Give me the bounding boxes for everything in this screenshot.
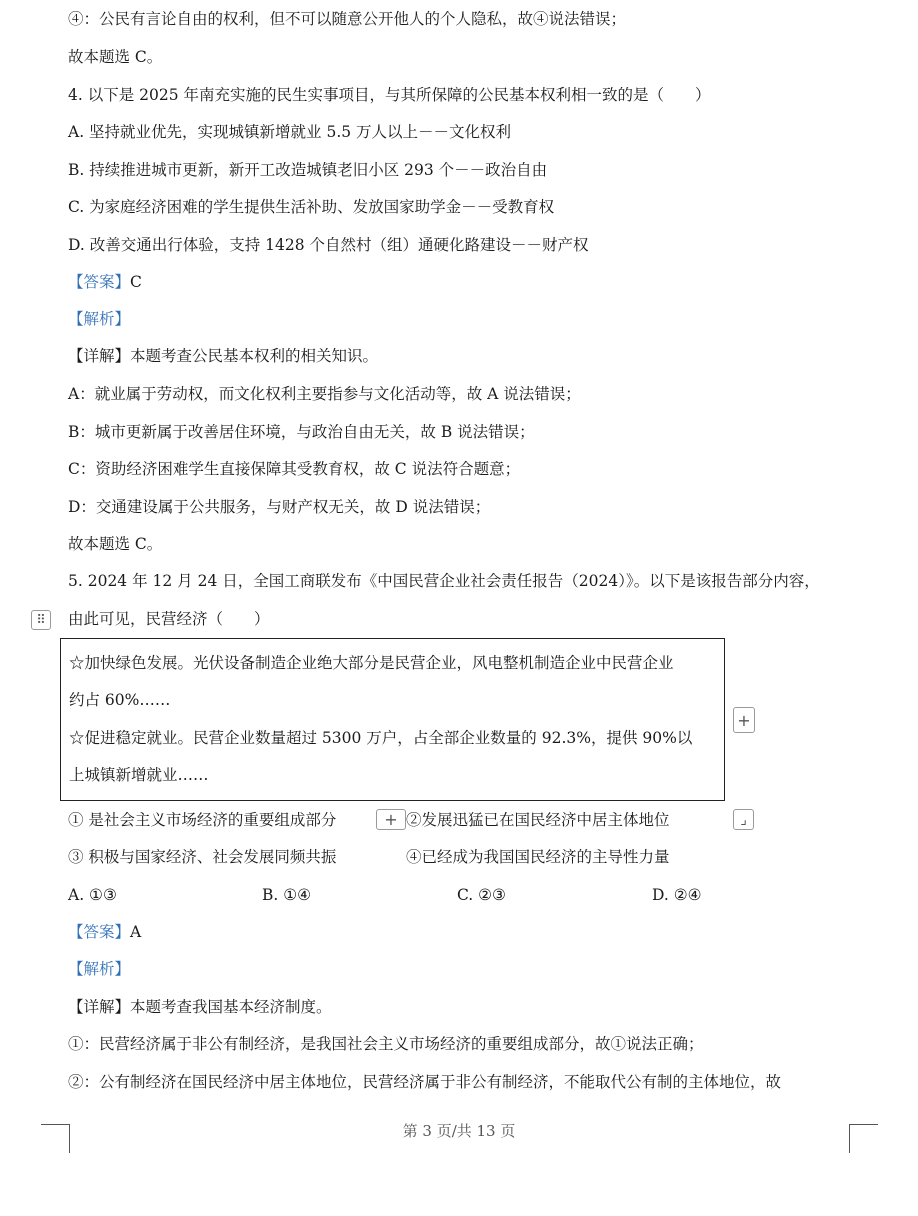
q5-choice-b: B. ①④ — [262, 886, 312, 904]
q5-statement-1: ① 是社会主义市场经济的重要组成部分 — [68, 811, 337, 829]
q4-explain-d: D：交通建设属于公共服务，与财产权无关，故 D 说法错误； — [68, 498, 491, 516]
detail-label: 【详解】 — [68, 998, 131, 1016]
q4-explain-c: C：资助经济困难学生直接保障其受教育权，故 C 说法符合题意； — [68, 460, 521, 478]
q4-option-d: D. 改善交通出行体验，支持 1428 个自然村（组）通硬化路建设－－财产权 — [68, 236, 589, 254]
report-item-green-line2: 约占 60%…… — [69, 691, 171, 709]
report-item-green-line1: ☆加快绿色发展。光伏设备制造企业绝大部分是民营企业，风电整机制造企业中民营企业 — [69, 654, 674, 672]
q5-choice-c: C. ②③ — [457, 886, 506, 904]
q4-explain-b: B：城市更新属于改善居住环境，与政治自由无关，故 B 说法错误； — [68, 423, 535, 441]
q5-choice-d: D. ②④ — [652, 886, 702, 904]
q4-conclusion: 故本题选 C。 — [68, 535, 163, 553]
q5-choice-a: A. ①③ — [68, 886, 117, 904]
add-column-icon[interactable]: + — [733, 707, 755, 733]
q4-analysis-label: 【解析】 — [68, 310, 131, 328]
report-excerpt-box — [60, 638, 725, 801]
q4-explain-a: A：就业属于劳动权，而文化权利主要指参与文化活动等，故 A 说法错误； — [68, 385, 581, 403]
q5-explain-2: ②：公有制经济在国民经济中居主体地位，民营经济属于非公有制经济，不能取代公有制的主体地位，故 — [68, 1073, 782, 1091]
table-move-handle-icon[interactable]: ⠿ — [31, 610, 51, 630]
report-item-jobs-line1: ☆促进稳定就业。民营企业数量超过 5300 万户，占全部企业数量的 92.3%，提供 90%以 — [69, 729, 693, 747]
answer-value: A — [130, 923, 142, 941]
q4-option-a: A. 坚持就业优先，实现城镇新增就业 5.5 万人以上－－文化权利 — [68, 123, 512, 141]
q5-stem-line2: 由此可见，民营经济（ ） — [68, 610, 270, 628]
q5-statement-2: ②发展迅猛已在国民经济中居主体地位 — [406, 811, 670, 829]
q5-stem-line1: 5. 2024 年 12 月 24 日，全国工商联发布《中国民营企业社会责任报告（2024）》。以下是该报告部分内容， — [68, 572, 820, 590]
q5-answer — [68, 922, 141, 942]
q5-explain-1: ①：民营经济属于非公有制经济，是我国社会主义市场经济的重要组成部分，故①说法正确； — [68, 1035, 704, 1053]
report-item-jobs-line2: 上城镇新增就业…… — [69, 766, 209, 784]
q4-stem: 4. 以下是 2025 年南充实施的民生实事项目，与其所保障的公民基本权利相一致的是（ ） — [68, 86, 711, 104]
q5-analysis-label: 【解析】 — [68, 960, 131, 978]
q4-option-b: B. 持续推进城市更新，新开工改造城镇老旧小区 293 个－－政治自由 — [68, 161, 548, 179]
answer-label: 【答案】 — [68, 273, 131, 291]
detail-text: 本题考查我国基本经济制度。 — [130, 998, 332, 1016]
q5-statement-4: ④已经成为我国国民经济的主导性力量 — [406, 848, 670, 866]
page-number: 第 3 页/共 13 页 — [402, 1122, 516, 1140]
add-row-icon[interactable]: + — [376, 809, 406, 830]
detail-label: 【详解】 — [68, 347, 131, 365]
answer-label: 【答案】 — [68, 923, 131, 941]
q3-conclusion: 故本题选 C。 — [68, 48, 163, 66]
detail-text: 本题考查公民基本权利的相关知识。 — [130, 347, 379, 365]
q5-detail — [68, 997, 332, 1017]
q4-option-c: C. 为家庭经济困难的学生提供生活补助、发放国家助学金－－受教育权 — [68, 198, 555, 216]
q5-statement-3: ③ 积极与国家经济、社会发展同频共振 — [68, 848, 337, 866]
q4-detail — [68, 346, 378, 366]
q4-answer — [68, 272, 142, 292]
table-resize-icon[interactable]: ⌟ — [733, 809, 754, 830]
answer-value: C — [130, 273, 142, 291]
q3-item-4-explanation: ④：公民有言论自由的权利，但不可以随意公开他人的个人隐私，故④说法错误； — [68, 10, 627, 28]
